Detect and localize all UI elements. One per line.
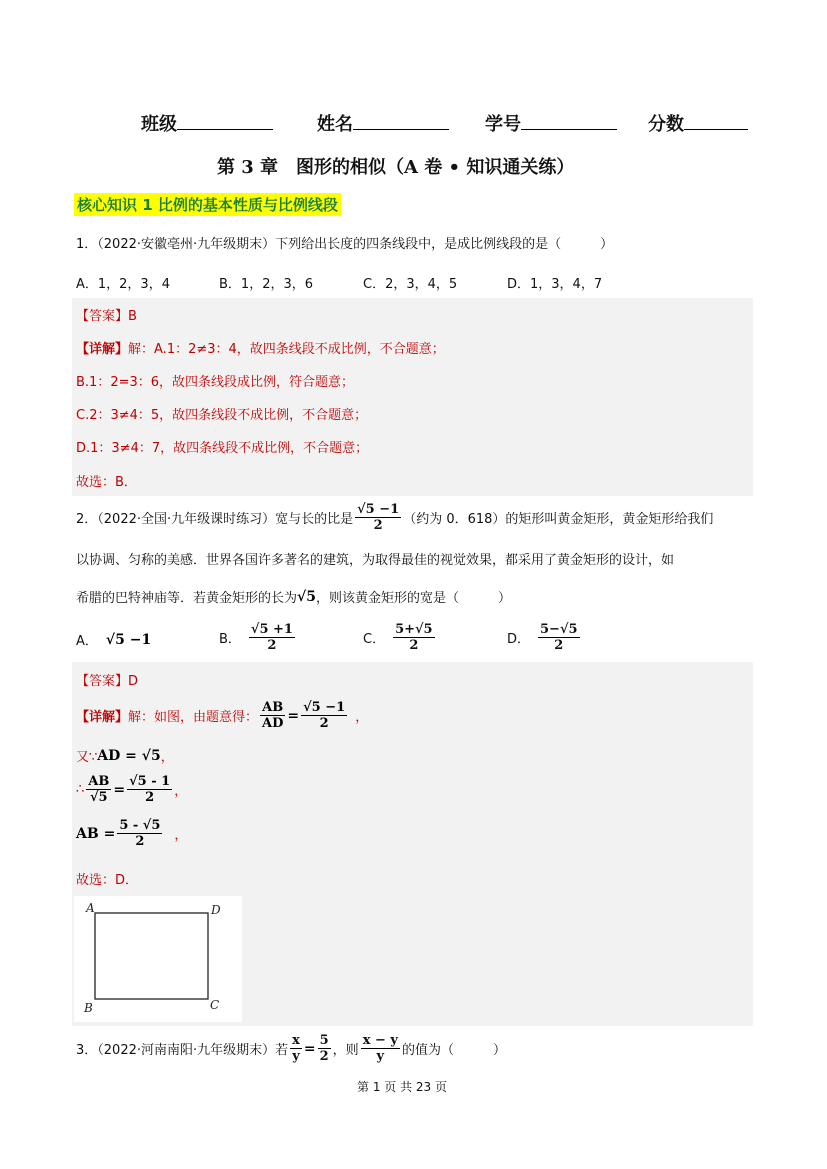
id-blank[interactable]	[521, 111, 617, 130]
question-2-line-3	[76, 587, 511, 606]
ab-over-sqrt5	[86, 774, 111, 805]
fraction-denominator: 2	[373, 518, 383, 533]
option-a-value: √5 −1	[105, 631, 152, 648]
five-over-two	[318, 1033, 331, 1064]
option-b-fraction	[249, 622, 295, 653]
q2-detail-line-3: ∴ $\frac{AB}{√5}$ = $\frac{√5 - 1}{2}$ ，	[76, 774, 188, 805]
score-blank[interactable]	[684, 111, 748, 130]
q2-stem-start: 2．（2022·全国·九年级课时练习）宽与长的比是	[76, 512, 354, 527]
q1-option-b: B．1，2，3，6	[219, 277, 314, 292]
answer-value: D	[128, 674, 139, 689]
question-2-line-1	[76, 502, 713, 533]
detail-text: 解：A.1：2≠3：4，故四条线段不成比例，不合题意；	[128, 342, 445, 357]
class-label: 班级	[141, 114, 177, 135]
name-blank[interactable]	[353, 111, 449, 130]
q2-conclusion: 故选：D．	[76, 873, 139, 888]
detail-text: 解：如图，由题意得：	[128, 710, 259, 725]
q1-option-c: C．2，3，4，5	[363, 277, 458, 292]
x-over-y	[290, 1033, 302, 1064]
q2-line3-end: ，则该黄金矩形的宽是（ ）	[315, 591, 511, 606]
fraction-numerator: √5 - 1	[129, 774, 171, 789]
class-blank[interactable]	[177, 111, 273, 130]
score-label: 分数	[648, 114, 684, 135]
fraction-numerator: AB	[262, 700, 284, 715]
q1-option-a: A．1，2，3，4	[76, 277, 170, 292]
fraction-denominator: 2	[409, 638, 419, 653]
q2-detail-line-2: 又∵ AD = √5 ，	[76, 747, 174, 765]
q1-detail-line-3: C.2：3≠4：5，故四条线段不成比例，不合题意；	[76, 408, 368, 423]
q1-answer	[76, 305, 137, 324]
option-label: B．	[219, 632, 241, 647]
detail-label: 【详解】	[76, 342, 129, 357]
fraction-numerator: 5+√5	[395, 622, 433, 637]
fraction-numerator: √5 −1	[357, 502, 400, 517]
ab-result-fraction	[117, 818, 162, 849]
fraction-numerator: 5 - √5	[119, 818, 161, 833]
q3-stem-start: 3．（2022·河南南阳·九年级期末）若	[76, 1043, 289, 1058]
q2-option-a	[76, 630, 151, 649]
q2-line3-start: 希腊的巴特神庙等．若黄金矩形的长为	[76, 591, 298, 606]
q2-detail-line-1: 【详解】 解：如图，由题意得： $\frac{AB}{AD}$ = $\frac{√5 -1}{2}$ ，	[76, 700, 369, 731]
equals-sign: =	[303, 1040, 316, 1057]
vertex-label-c: C	[210, 998, 220, 1012]
answer-label: 【答案】	[76, 674, 129, 689]
q1-detail-line-1	[76, 338, 445, 357]
rectangle-abcd	[95, 913, 208, 999]
fraction-numerator: √5 +1	[250, 622, 293, 637]
id-label: 学号	[485, 114, 521, 135]
section-heading: 核心知识 1 比例的基本性质与比例线段	[74, 193, 341, 216]
fraction-numerator: x − y	[362, 1033, 398, 1048]
vertex-label-b: B	[84, 1001, 93, 1015]
therefore-symbol: ∴	[76, 782, 85, 797]
name-field	[317, 110, 449, 136]
class-field	[141, 110, 273, 136]
fraction-numerator: 5	[319, 1033, 329, 1048]
fraction-numerator: 5−√5	[540, 622, 578, 637]
golden-ratio-fraction	[301, 700, 347, 731]
vertex-label-a: A	[86, 901, 95, 915]
option-label: A．	[76, 634, 98, 649]
fraction-denominator: 2	[145, 790, 155, 805]
fraction-denominator: 2	[267, 638, 277, 653]
fraction-numerator: AB	[88, 774, 110, 789]
question-3-stem	[76, 1033, 506, 1064]
fraction-denominator: 2	[135, 834, 145, 849]
q2-option-c	[363, 622, 437, 653]
q1-detail-line-4: D.1：3≠4：7，故四条线段不成比例，不合题意；	[76, 441, 369, 456]
fraction-denominator: y	[292, 1049, 300, 1064]
golden-ratio-fraction	[127, 774, 172, 805]
rectangle-diagram	[74, 896, 242, 1022]
page-title: 第 3 章 图形的相似（A 卷 • 知识通关练）	[217, 157, 575, 178]
q2-answer	[76, 670, 138, 689]
vertex-label-d: D	[211, 903, 221, 917]
fraction-numerator: √5 −1	[303, 700, 346, 715]
student-id-field	[485, 110, 617, 136]
fraction-numerator: x	[292, 1033, 300, 1048]
fraction-denominator: √5	[90, 790, 108, 805]
question-2-line-2: 以协调、匀称的美感．世界各国许多著名的建筑，为取得最佳的视觉效果，都采用了黄金矩形的设计，如	[76, 553, 675, 568]
fraction-denominator: y	[376, 1049, 385, 1064]
rectangle-figure	[74, 896, 242, 1022]
x-minus-y-over-y	[361, 1033, 400, 1064]
ad-equation: AD = √5	[97, 747, 161, 764]
q1-option-d: D．1，3，4，7	[507, 277, 603, 292]
q1-answer-panel	[72, 298, 753, 496]
q2-option-d	[507, 622, 582, 653]
name-label: 姓名	[317, 114, 353, 135]
fraction-denominator: AD	[262, 716, 284, 731]
q2-stem-end: （约为 0．618）的矩形叫黄金矩形，黄金矩形给我们	[403, 512, 714, 527]
option-label: C．	[363, 632, 386, 647]
q1-detail-line-2: B.1：2=3：6，故四条线段成比例，符合题意；	[76, 375, 355, 390]
ab-equation: AB =	[76, 825, 116, 842]
fraction-denominator: 2	[554, 638, 564, 653]
golden-ratio-fraction	[355, 502, 401, 533]
because-symbol: 又∵	[76, 750, 98, 765]
ab-over-ad	[260, 700, 285, 731]
answer-value: B	[128, 309, 137, 324]
option-c-fraction	[393, 622, 435, 653]
q3-stem-middle: ，则	[332, 1043, 359, 1058]
page-footer: 第 1 页 共 23 页	[357, 1080, 447, 1094]
q2-option-b	[219, 622, 297, 653]
sqrt5-value: √5	[297, 588, 316, 605]
score-field	[648, 110, 748, 136]
option-label: D．	[507, 632, 531, 647]
q3-stem-end: 的值为（ ）	[401, 1043, 506, 1058]
q1-conclusion: 故选：B．	[76, 475, 137, 490]
option-d-fraction	[538, 622, 580, 653]
q2-detail-line-4: AB = $\frac{5 - √5}{2}$ ，	[76, 818, 188, 849]
answer-label: 【答案】	[76, 309, 129, 324]
question-1-stem: 1．（2022·安徽亳州·九年级期末）下列给出长度的四条线段中，是成比例线段的是（ ）	[76, 237, 614, 252]
fraction-denominator: 2	[319, 1049, 329, 1064]
detail-label: 【详解】	[76, 710, 129, 725]
fraction-denominator: 2	[319, 716, 329, 731]
